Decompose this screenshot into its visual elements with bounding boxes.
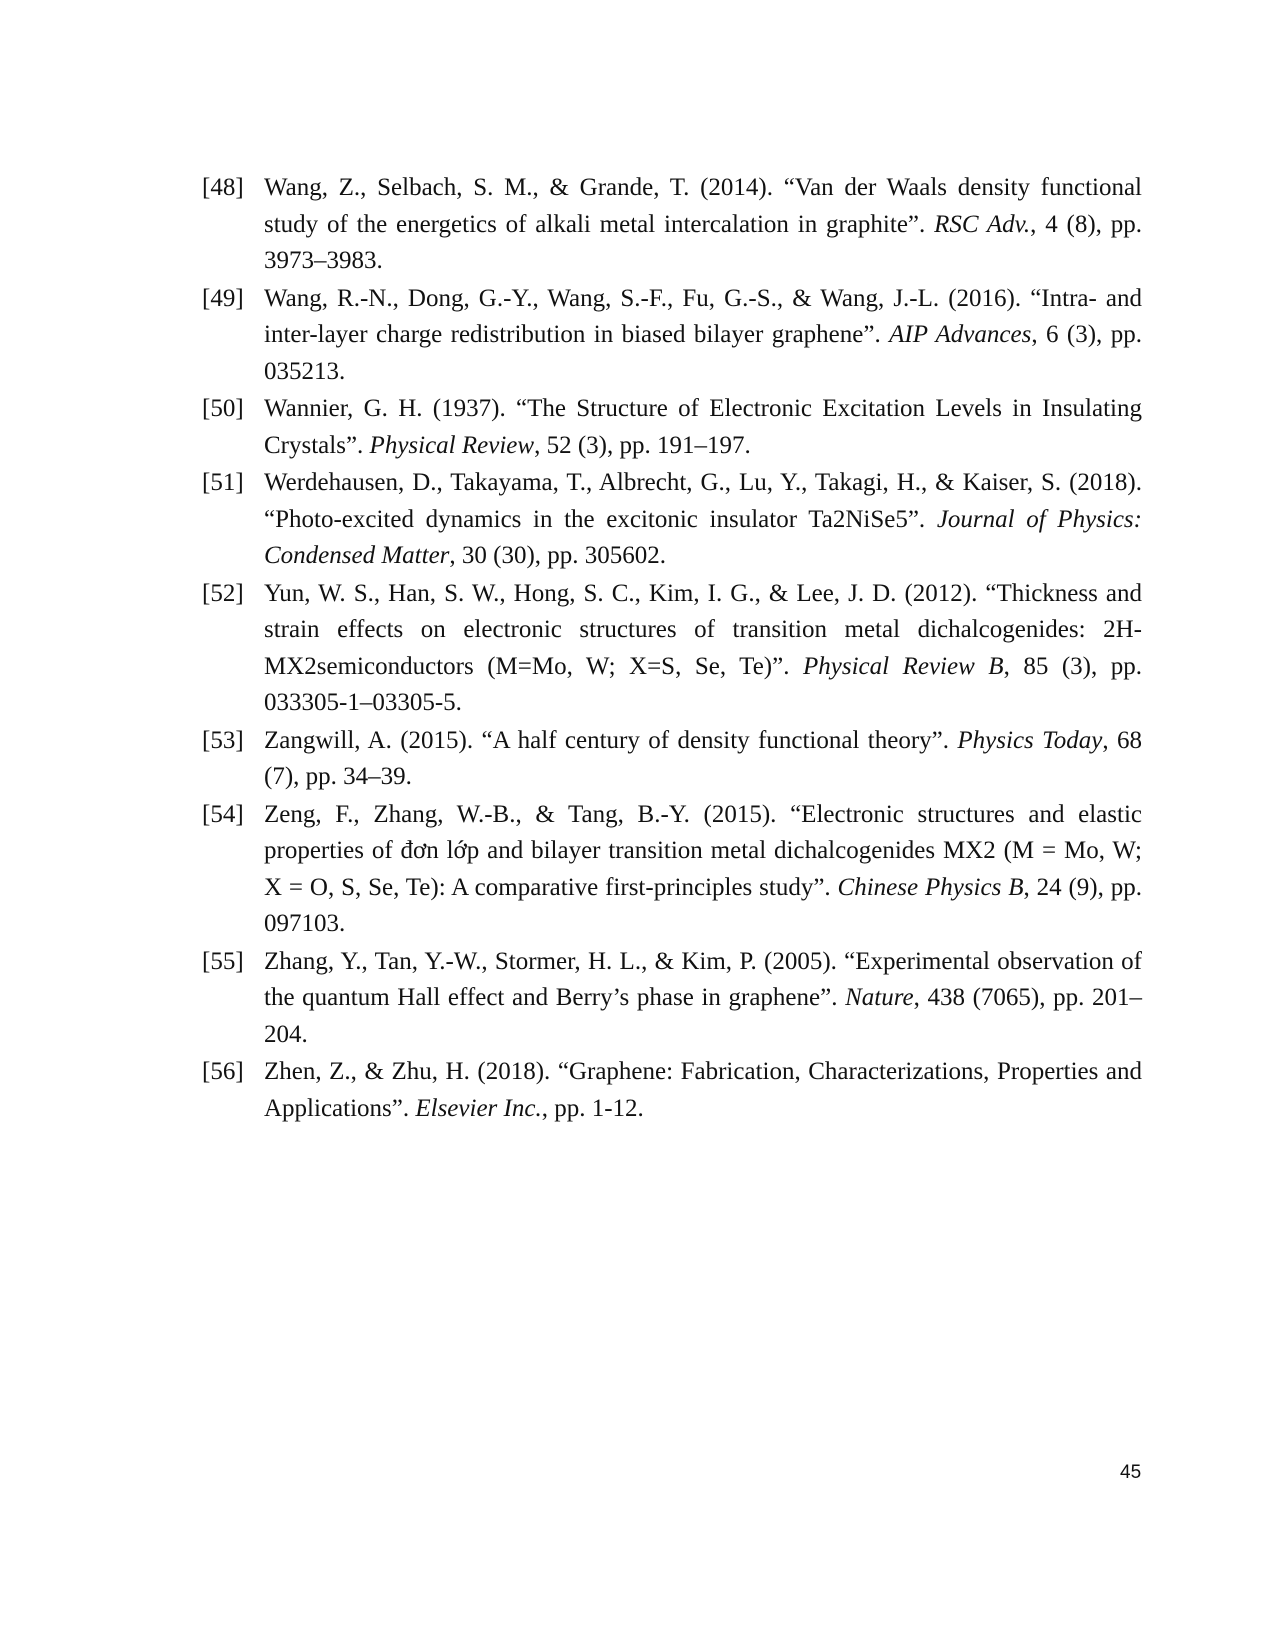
reference-text: [264, 580, 1142, 717]
reference-details: , 438 (7065), pp. 201–204.: [264, 984, 1142, 1048]
reference-journal: Journal of Physics: Condensed Matter: [264, 505, 1142, 569]
reference-item-51: [202, 465, 1142, 575]
reference-details: , pp. 1-12.: [541, 1094, 644, 1122]
reference-text: [264, 469, 1142, 569]
reference-number: [55]: [202, 947, 244, 975]
reference-details: , 6 (3), pp. 035213.: [264, 321, 1142, 385]
reference-details: , 68 (7), pp. 34–39.: [264, 726, 1143, 790]
reference-text: [264, 727, 1142, 791]
reference-item-54: [202, 797, 1142, 943]
reference-text: [264, 948, 1142, 1048]
reference-authors-title: Zhang, Y., Tan, Y.-W., Stormer, H. L., & Kim, P. (2005). “Experimental observation of the quantum Hall effect and Berry’s phase in graphene”.: [264, 947, 1142, 1011]
reference-item-53: [202, 723, 1142, 796]
reference-item-50: [202, 391, 1142, 464]
reference-item-49: [202, 281, 1142, 391]
reference-details: , 52 (3), pp. 191–197.: [534, 431, 751, 459]
reference-journal: Nature: [845, 984, 914, 1011]
reference-details: , 30 (30), pp. 305602.: [449, 542, 667, 569]
reference-text: [264, 174, 1142, 274]
reference-authors-title: Werdehausen, D., Takayama, T., Albrecht, G., Lu, Y., Takagi, H., & Kaiser, S. (2018). “Photo-excited dynamics in the excitonic insulator Ta2NiSe5”.: [264, 469, 1142, 533]
reference-item-55: [202, 944, 1142, 1054]
reference-journal: Chinese Physics B: [837, 873, 1024, 901]
reference-item-56: [202, 1054, 1142, 1127]
reference-text: [264, 1058, 1142, 1122]
reference-number: [49]: [202, 284, 244, 312]
reference-details: , 85 (3), pp. 033305-1–03305-5.: [264, 652, 1143, 716]
reference-text: [264, 395, 1142, 459]
reference-number: [50]: [202, 395, 244, 422]
reference-authors-title: Yun, W. S., Han, S. W., Hong, S. C., Kim, I. G., & Lee, J. D. (2012). “Thickness and strain effects on electronic structures of transition metal dichalcogenides: 2H-MX2semiconductors (M=Mo, W; X=S, Se, Te)”.: [264, 579, 1142, 680]
reference-item-48: [202, 170, 1142, 280]
reference-authors-title: Wang, R.-N., Dong, G.-Y., Wang, S.-F., Fu, G.-S., & Wang, J.-L. (2016). “Intra- and inter-layer charge redistribution in biased bilayer graphene”.: [264, 284, 1142, 348]
reference-details: , 4 (8), pp. 3973–3983.: [264, 210, 1142, 274]
reference-number: [56]: [202, 1058, 244, 1085]
reference-authors-title: Zeng, F., Zhang, W.-B., & Tang, B.-Y. (2015). “Electronic structures and elastic properties of đơn lớp and bilayer transition metal dichalcogenides MX2 (M = Mo, W; X = O, S, Se, Te): A comparative first-principles study”.: [264, 800, 1142, 901]
reference-item-52: [202, 576, 1142, 722]
reference-authors-title: Wang, Z., Selbach, S. M., & Grande, T. (2014). “Van der Waals density functional study of the energetics of alkali metal intercalation in graphite”.: [264, 174, 1142, 238]
reference-details: , 24 (9), pp. 097103.: [264, 873, 1142, 937]
reference-authors-title: Zangwill, A. (2015). “A half century of density functional theory”.: [264, 726, 958, 754]
reference-number: [51]: [202, 469, 244, 496]
reference-text: [264, 801, 1142, 938]
reference-number: [53]: [202, 726, 244, 754]
reference-journal: Physical Review: [369, 431, 535, 459]
reference-number: [48]: [202, 174, 244, 201]
page-number: 45: [1120, 1462, 1142, 1483]
reference-journal: Physical Review B: [802, 652, 1004, 680]
reference-journal: Physics Today: [957, 726, 1103, 754]
reference-number: [54]: [202, 800, 244, 828]
reference-number: [52]: [202, 579, 244, 607]
reference-authors-title: Wannier, G. H. (1937). “The Structure of Electronic Excitation Levels in Insulating Crystals”.: [264, 395, 1142, 459]
reference-text: [264, 285, 1142, 385]
reference-journal: Elsevier Inc.: [415, 1094, 542, 1122]
reference-list: [202, 170, 1142, 1128]
reference-authors-title: Zhen, Z., & Zhu, H. (2018). “Graphene: Fabrication, Characterizations, Properties and Applications”.: [264, 1058, 1142, 1122]
reference-journal: RSC Adv.: [934, 210, 1031, 238]
reference-journal: AIP Advances: [889, 321, 1032, 348]
